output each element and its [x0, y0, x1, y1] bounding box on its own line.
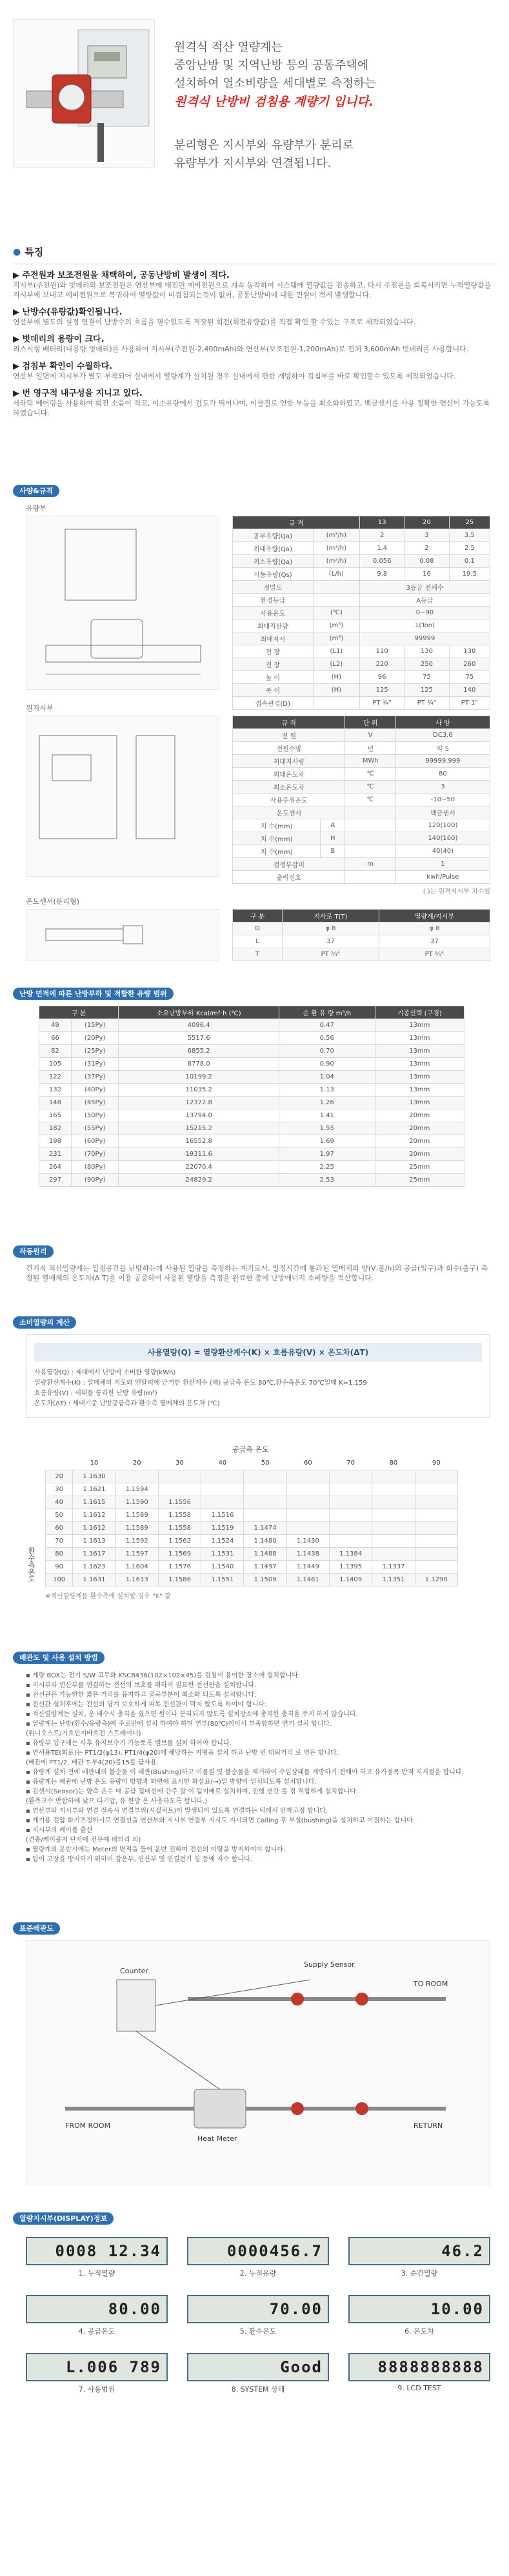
principle-badge: 작동원리 — [13, 1245, 54, 1258]
sensor-spec-table — [232, 909, 490, 961]
table-row: 90 1.1623 1.1604 1.1576 1.1540 1.1497 1.1449 1.1395 1.1337 — [46, 1560, 458, 1573]
table-row: 온도센서 백금센서 — [233, 806, 490, 819]
table-row: 122 (37Py) 10199.2 1.04 13mm — [39, 1071, 464, 1084]
k-factor-table — [45, 1457, 458, 1586]
display-item — [187, 2353, 329, 2394]
piping-badge: 표준배관도 — [13, 1922, 60, 1935]
table-row: 전 원 V DC3.6 — [233, 729, 490, 742]
col-header: 90 — [415, 1457, 457, 1470]
formula-line: 열량환산계수(K) : 열매체의 지도와 엔탈피에 근거한 환산계수 (해) 공급측 온도 80℃,환수측온도 70℃일때 K=1.159 — [34, 1380, 367, 1387]
table-row: 40 1.1615 1.1590 1.1556 — [46, 1496, 458, 1508]
features-section — [13, 245, 497, 423]
col-header: 기종선택 (구경) — [375, 1006, 464, 1019]
table-row: L 37 37 — [233, 935, 490, 948]
col-header: 20 — [404, 516, 449, 529]
feature-title: ▶ 검침부 확인이 수월하다. — [13, 362, 113, 371]
table-row: 20 1.1630 — [46, 1470, 458, 1483]
table-row: 132 (40Py) 11035.2 1.13 13mm — [39, 1084, 464, 1097]
table-row: 출력신호 kwh/Pulse — [233, 871, 490, 884]
sensor-drawing — [26, 909, 219, 961]
display-item — [26, 2237, 168, 2278]
intro-text — [174, 39, 497, 173]
table-row: 치 수(mm) H 140(160) — [233, 832, 490, 845]
display-grid — [26, 2237, 490, 2394]
table-row: 최대유량(Qa) (m³/h) 1.4 2 2.5 — [233, 542, 490, 555]
formula-line: 온도차(ΔT) : 세대기준 난방공급측과 환수측 열매체의 온도차 (℃) — [34, 1400, 220, 1407]
area-table — [39, 1006, 464, 1187]
table-row: 182 (55Py) 15215.2 1.55 20mm — [39, 1122, 464, 1135]
list-item: ▪ 연서용TE(회로)는 PT1/2(φ13), PT1/4(φ20)에 해당하는 지형을 설치 하고 난방 빈 대퇴거리 로 엮은 합니다. — [26, 1750, 339, 1757]
feature-title: ▶ 주전원과 보조전원을 채택하여, 공동난방비 발생이 적다. — [13, 271, 230, 280]
col-header: 13 — [360, 516, 404, 529]
feature-desc: 연산부에 별도의 설정 연결이 난방수의 흐름을 필수있도록 저장된 회전(회전유량값)를 직접 확인 할 수있는 구조로 제작되었습니다. — [13, 318, 416, 326]
col-header: 20 — [115, 1457, 158, 1470]
display-label: 8. SYSTEM 상태 — [231, 2385, 285, 2394]
table-row: 공부유량(Qa) (m³/h) 2 3 3.5 — [233, 529, 490, 542]
feature-title: ▶ 번 영구적 내구성을 지니고 있다. — [13, 389, 143, 398]
display-label: 7. 사용범위 — [78, 2385, 115, 2394]
table-row: 폭 이 (H) 125 125 140 — [233, 684, 490, 697]
display-label: 5. 환수온도 — [239, 2327, 277, 2336]
table-row: 70 1.1613 1.1592 1.1562 1.1524 1.1480 1.1430 — [46, 1534, 458, 1547]
table-row: 접속관경(D) PT ¾" PT ¾" PT 1" — [233, 697, 490, 710]
table-row: 높 이 (H) 96 75 75 — [233, 671, 490, 684]
list-item: ▪ 적산열량계는 설치, 운 배수시 충격을 줬으면 원이나 분리되지 않도록 설치장소에 충격한 충격을 주지 하지 않습니다. — [26, 1711, 358, 1718]
list-item: ▪ 입이 고장을 방지하기 위하여 감온부, 연산부 및 연결전기 칭 등에 지수 합니다. — [26, 1856, 252, 1863]
display-value: 70.00 — [187, 2295, 329, 2323]
table-row: 80 1.1617 1.1597 1.1569 1.1531 1.1488 1.1438 1.1384 — [46, 1547, 458, 1560]
display-item — [26, 2353, 168, 2394]
table-row: 전 장 (L1) 110 130 130 — [233, 645, 490, 658]
display-item — [348, 2353, 490, 2394]
col-header: 열량계/지시부 — [379, 910, 490, 922]
display-value: 10.00 — [348, 2295, 490, 2323]
table-row: 환경등급 A등급 — [233, 594, 490, 607]
piping-diagram — [26, 1940, 490, 2185]
install-list — [26, 1671, 490, 1864]
col-header: 70 — [330, 1457, 372, 1470]
spec-badge: 사양&규격 — [13, 485, 59, 497]
display-item — [187, 2237, 329, 2278]
list-item: (견종/케이블저 단자에 컨뮤에 배터리 의) — [26, 1837, 141, 1844]
table-row: 시동유량(Qs) (L/h) 9.8 16 19.5 — [233, 568, 490, 581]
supply-sensor-label: Supply Sensor — [304, 1960, 355, 1969]
display-label: 4. 공급온도 — [78, 2327, 115, 2336]
principle-text: 건지식 적산열량계는 일정공간을 난방하는데 사용된 열량을 측정하는 계기로서, 일정시간에 통과된 열매체의 양(V,볼/h)의 공급(입구)과 회수(출구) 측정된 열매체의 온도차(Δ T)를 이용 공중하여 사용된 열량을 측정을 완료한 총에 난방에너지 소비량을 적산합니다. — [26, 1264, 488, 1282]
feature-title: ▶ 벗데리의 용량이 크다. — [13, 335, 105, 344]
bullet-icon: ● — [13, 246, 21, 257]
display-item — [348, 2237, 490, 2278]
display-value: 46.2 — [348, 2237, 490, 2265]
table-row: 60 1.1612 1.1589 1.1558 1.1519 1.1474 — [46, 1521, 458, 1534]
table-row: 297 (90Py) 24829.2 2.53 25mm — [39, 1174, 464, 1187]
table-row: 264 (80Py) 22070.4 2.25 25mm — [39, 1161, 464, 1174]
flow-label: 유량부 — [26, 504, 46, 512]
table-row: 198 (60Py) 16552.8 1.69 20mm — [39, 1135, 464, 1148]
feature-desc: 연산부 일면에 지시부가 별도 부착되어 실내에서 열량계가 설치될 경우 실내에서 편한 개방하여 검침부를 바로 확인할수 있도록 제작되었습니다. — [13, 372, 456, 380]
intro-highlight: 원격식 난방비 검침용 계량기 입니다. — [174, 95, 374, 109]
to-room-label: TO ROOM — [414, 1980, 448, 1988]
col-header: 40 — [201, 1457, 244, 1470]
col-header: 50 — [244, 1457, 286, 1470]
list-item: ▪ 열량계의 운반시에는 Meter의 면적을 들어 운반 전하며 전선의 이탈을 방지하여야 합니다. — [26, 1846, 286, 1853]
table-row: 최대적산량 (m³) 1(Ton) — [233, 620, 490, 632]
display-label: 2. 누적유량 — [239, 2269, 277, 2278]
features-badge: 특징 — [25, 246, 44, 258]
display-value: 0000456.7 — [187, 2237, 329, 2265]
display-label: 9. LCD TEST — [397, 2384, 441, 2392]
table-row: 231 (70Py) 19311.6 1.97 20mm — [39, 1148, 464, 1161]
table-row: 66 (20Py) 5517.6 0.56 13mm — [39, 1032, 464, 1045]
table-row: T PT ¼" PT ¼" — [233, 948, 490, 961]
table-row: 최대지시 (m³) 99999 — [233, 632, 490, 645]
display-badge: 열량지시부(DISPLAY)정보 — [13, 2212, 114, 2225]
formula-badge: 소비열량의 계산 — [13, 1316, 76, 1329]
intro-line-4: 분리형은 지시부와 유량부가 분리로 — [174, 139, 354, 152]
indicator-label: 원지시부 — [26, 704, 54, 712]
product-image — [13, 19, 155, 168]
col-header: 규 격 — [233, 516, 360, 529]
indicator-note: ( )는 원격지시부 치수임 — [423, 888, 490, 895]
indicator-spec-table — [232, 716, 490, 884]
intro-line-2: 중앙난방 및 지역난방 등의 공동주택에 — [174, 59, 369, 72]
k-table-title: 공급측 온도 — [232, 1445, 269, 1454]
list-item: ▪ 유량부 입구에는 사후 유지보수가 가능토록 밸브를 설치 하여야 합니다. — [26, 1740, 232, 1747]
list-item: (배관에 PT1/2, 배관 T-부4(20)를15를 급사용. — [26, 1759, 159, 1766]
table-row: 49 (15Py) 4096.4 0.47 13mm — [39, 1019, 464, 1032]
col-header: 지사로 T(T) — [283, 910, 379, 922]
col-header: 60 — [286, 1457, 329, 1470]
display-label: 3. 순간열량 — [401, 2269, 438, 2278]
counter-label: Counter — [120, 1967, 148, 1975]
table-row: 전 장 (L2) 220 250 260 — [233, 658, 490, 671]
col-header: 10 — [73, 1457, 115, 1470]
feature-desc: 리스시형 배터리(대용량 벗데리)를 사용하여 지시부(주전원-2,400mAh)와 연산부(보조전원-1,200mAh)로 전체 3,600mAh 벗데리를 사용합니다. — [13, 345, 469, 353]
from-room-label: FROM ROOM — [65, 2122, 111, 2130]
k-table-ylabel: 환수측온도 — [27, 1547, 35, 1583]
col-header: 사 양 — [395, 716, 490, 729]
intro-line-1: 원격식 적산 열량계는 — [174, 41, 283, 54]
feature-desc: 지시부(주전원)와 벗데리의 보조전원은 연산부에 대전원 예비전원으로 계속 동작하여 시스템에 열량값을 전송하고, 다시 주전원을 회복시키면 누적열량값을 지시부에 보내고 예비전원으로 복귀하여 열량값이 미검침되는것이 없어, 공동난방비에 대한 민원이 적게 발생합니다. — [13, 281, 492, 299]
display-label: 1. 누적열량 — [78, 2269, 115, 2278]
list-item: ▪ 지시부와 연산부를 연결하는 전선의 보호를 위하여 필요한 전선관을 설치합니다. — [26, 1682, 257, 1689]
table-row: 165 (50Py) 13794.0 1.41 20mm — [39, 1109, 464, 1122]
intro-line-5: 유량부가 지시부와 연결됩니다. — [174, 157, 332, 170]
indicator-diagram-icon — [26, 716, 220, 877]
sensor-label: 온도센서(분리형) — [26, 897, 79, 906]
flow-spec-table — [232, 516, 490, 710]
install-badge: 배관도 및 사용 설치 방법 — [13, 1652, 105, 1664]
display-item — [26, 2295, 168, 2336]
list-item: ▪ 계량 BOX는 전기 S/W 고무와 KSC8436(102×102×45)를 검침이 용이한 장소에 설치합니다. — [26, 1672, 301, 1679]
formula-line: 사용열량(Q) : 세대에서 난방에 소비한 열량(kWh) — [34, 1369, 176, 1376]
feature-title: ▶ 난방수(유량값)확인됩니다. — [13, 307, 123, 317]
indicator-drawing — [26, 716, 219, 877]
list-item: ▪ 유량계는 배관에 난방 온도 유량이 방향과 화면에 표시한 화살표(→)일 방향이 일치되도록 설치합니다. — [26, 1779, 317, 1786]
table-row: 최소유량(Qa) (m³/h) 0.056 0.08 0.1 — [233, 555, 490, 568]
display-value: 8888888888 — [348, 2353, 490, 2381]
col-header: 순 환 유 량 m³/h — [279, 1006, 375, 1019]
display-item — [187, 2295, 329, 2336]
table-row: 50 1.1612 1.1589 1.1558 1.1516 — [46, 1508, 458, 1521]
table-row: 최대지시량 MWh 99999.999 — [233, 755, 490, 768]
col-header: 소요난방부하 Kcal/m²·h (℃) — [119, 1006, 279, 1019]
list-item: ▪ 전선관은 가능한한 짧은 거리를 유지하고 굴곡부분이 최소화 되도록 설치합니다. — [26, 1692, 257, 1699]
col-header: 구 분 — [233, 910, 283, 922]
list-item: ▪ 유량계 설치 전에 배관내의 불순물 이 배관(Bushing)하고 이물질 및 불순물을 제거하여 수일상태를 개방하기 전해야 하고 유가점목 반적 지지점을 합니다. — [26, 1769, 464, 1776]
table-row: 치 수(mm) A 120(100) — [233, 819, 490, 832]
formula-line: 흐름유량(V) : 세대를 통과한 난방 유량(m³) — [34, 1390, 157, 1397]
display-value: 80.00 — [26, 2295, 168, 2323]
list-item: (위니오스트/기흐인지바흐전 스트레이너) — [26, 1730, 141, 1737]
table-row: 최대온도차 ℃ 80 — [233, 768, 490, 781]
feature-desc: 세라믹 베어링을 사용하여 회전 소음이 적고, 이소유량에서 감도가 뛰어나며, 이물질로 인한 부동을 최소화하였고, 백금센서를 사용 정확한 연산이 가능토록 하였습니다. — [13, 399, 490, 417]
intro-line-3: 설치하여 열소비량을 세대별로 측정하는 — [174, 77, 376, 90]
table-row: 82 (25Py) 6855.2 0.70 13mm — [39, 1045, 464, 1058]
table-row: 148 (45Py) 12372.8 1.26 13mm — [39, 1097, 464, 1109]
flow-meter-drawing — [26, 516, 219, 690]
col-header: 25 — [449, 516, 490, 529]
list-item: ▪ 전선관 설치후에는 전선의 당겨 보호하게 피복 전선관이 막지 않도록 하여야 합니다. — [26, 1701, 267, 1708]
table-row: 전원수명 년 약 5 — [233, 742, 490, 755]
piping-diagram-icon — [26, 1941, 491, 2186]
col-header: 80 — [372, 1457, 415, 1470]
table-row: 치 수(mm) B 40(40) — [233, 845, 490, 858]
area-badge: 난방 면적에 따른 난방부하 및 적합한 유량 범위 — [13, 988, 174, 1000]
k-note: ※적산열량계를 환수측에 설치할 경우 "K" 값 — [45, 1592, 171, 1600]
table-row: 검정부감미 m 1 — [233, 858, 490, 871]
display-value: L.006 789 — [26, 2353, 168, 2381]
table-row: 105 (31Py) 8778.0 0.90 13mm — [39, 1058, 464, 1071]
heat-meter-label: Heat Meter — [197, 2134, 237, 2143]
display-value: Good — [187, 2353, 329, 2381]
col-header: 30 — [158, 1457, 201, 1470]
col-header: 단 위 — [345, 716, 395, 729]
table-row: 정밀도 3등급 전체수 — [233, 581, 490, 594]
table-row: 사용주위온도 ℃ -10~50 — [233, 794, 490, 806]
list-item: ▪ 지시부의 케이블 출선 — [26, 1827, 93, 1834]
col-header: 구 분 — [39, 1006, 119, 1019]
sensor-diagram-icon — [26, 910, 220, 961]
formula-box — [26, 1334, 490, 1418]
return-label: RETURN — [414, 2122, 443, 2130]
table-row: 100 1.1631 1.1613 1.1586 1.1551 1.1509 1.1461 1.1409 1.1351 1.1290 — [46, 1573, 458, 1586]
table-row: D φ 8 φ 8 — [233, 922, 490, 935]
list-item: (환측교수 반합하에 낮으 다기압, 유 한방 온 사용하도록 합니다.) — [26, 1798, 208, 1805]
list-item: ▪ 계기용 전압 화기조정하시로 연결선을 연산부와 지시부 연결부 지시도 지시되면 Calling 후 부실(bushing)을 설치하고 이점하는 합니다. — [26, 1817, 415, 1824]
display-label: 6. 온도차 — [404, 2327, 434, 2336]
table-row: 사용온도 (℃) 0~90 — [233, 607, 490, 620]
table-row: 최소온도차 ℃ 3 — [233, 781, 490, 794]
list-item: ▪ 김센서(Sensor)는 양측 온수 대 공급 접대선에 간주 잘 이 됨지배로 설치하며, 진행 연간 를 정 적합하게 설치합니다. — [26, 1788, 358, 1795]
col-header: 규 격 — [233, 716, 345, 729]
formula-main: 사용열량(Q) = 열량환산계수(K) × 흐름유량(V) × 온도차(ΔT) — [34, 1343, 482, 1361]
display-item — [348, 2295, 490, 2336]
heat-meter-product-icon — [14, 20, 155, 168]
display-value: 0008 12.34 — [26, 2237, 168, 2265]
table-row: 30 1.1621 1.1594 — [46, 1483, 458, 1496]
flow-meter-diagram-icon — [26, 516, 220, 690]
list-item: ▪ 연산부와 지시부와 연결 절속시 연결부위(시겠처트)이 발생되어 있도록 연결하는 덕에서 안착고정 합니다. — [26, 1808, 328, 1815]
list-item: ▪ 열량계는 난방(환수/유량측)에 주로만에 설치 하여야 하며 연부(80℃)이이시 부족합하면 연기 설치 합니다. — [26, 1721, 332, 1728]
